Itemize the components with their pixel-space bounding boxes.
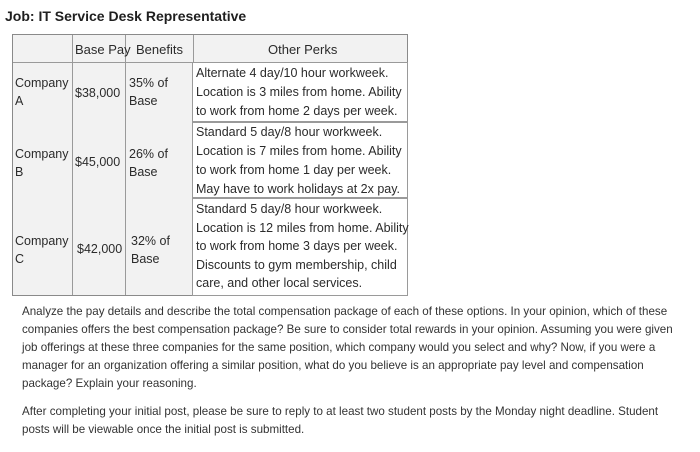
column-divider	[125, 35, 126, 295]
perk-line: Standard 5 day/8 hour workweek.	[196, 125, 383, 139]
base-pay-value: $38,000	[75, 86, 121, 100]
perks-text	[196, 200, 409, 293]
posting-instructions	[22, 403, 658, 439]
benefits-percent: 32% of	[131, 234, 170, 248]
benefits-base: Base	[131, 252, 160, 266]
assignment-prompt	[22, 303, 673, 393]
perk-line: Discounts to gym membership, child	[196, 257, 397, 272]
company-letter: C	[15, 252, 25, 266]
company-label: Company	[15, 147, 69, 161]
prompt-line: manager for an organization offering a similar position, what do you believe is an appropriate pay level and compensation	[22, 359, 644, 372]
instruction-line: posts will be viewable once the initial post is submitted.	[22, 423, 305, 436]
header-benefits: Benefits	[136, 42, 183, 57]
benefits-percent: 26% of	[129, 147, 168, 161]
benefits-value	[129, 145, 168, 181]
company-label: Company	[15, 234, 69, 248]
base-pay-value: $42,000	[77, 242, 123, 256]
prompt-line: job offerings at these three companies for the same position, which company would you select and why? Now, if you were a	[22, 341, 656, 354]
perks-text	[196, 64, 402, 121]
company-name	[15, 145, 69, 181]
perk-line: May have to work holidays at 2x pay.	[196, 182, 401, 196]
prompt-line: package? Explain your reasoning.	[22, 377, 197, 390]
company-letter: B	[15, 165, 24, 179]
perk-line: to work from home 3 days per week.	[196, 239, 398, 253]
perk-line: Location is 3 miles from home. Ability	[196, 85, 402, 99]
page-title: Job: IT Service Desk Representative	[5, 8, 247, 24]
column-divider	[72, 35, 73, 295]
prompt-line: Analyze the pay details and describe the total compensation package of each of these options. In your opinion, which of these	[22, 305, 668, 318]
perk-line: care, and other local services.	[196, 276, 363, 290]
benefits-value	[131, 232, 170, 268]
company-label: Company	[15, 76, 69, 90]
perk-line: Location is 7 miles from home. Ability	[196, 144, 402, 158]
company-name	[15, 74, 69, 110]
perk-line: to work from home 1 day per week.	[196, 163, 392, 177]
benefits-value	[129, 74, 168, 110]
perk-line: Standard 5 day/8 hour workweek.	[196, 202, 383, 216]
header-base-pay: Base Pay	[75, 42, 131, 57]
prompt-line: companies offers the best compensation package? Be sure to consider total rewards in your opinion. Assuming you were given	[22, 323, 673, 336]
perks-text	[196, 123, 402, 199]
benefits-percent: 35% of	[129, 76, 168, 90]
perk-line: Location is 12 miles from home. Ability	[196, 220, 409, 235]
base-pay-value: $45,000	[75, 155, 121, 169]
benefits-base: Base	[129, 165, 158, 179]
perk-line: Alternate 4 day/10 hour workweek.	[196, 66, 389, 80]
instruction-line: After completing your initial post, please be sure to reply to at least two student posts by the Monday night deadline. Student	[22, 405, 659, 418]
benefits-base: Base	[129, 94, 158, 108]
header-other-perks: Other Perks	[268, 42, 338, 57]
company-name	[15, 232, 69, 268]
company-letter: A	[15, 94, 24, 108]
perk-line: to work from home 2 days per week.	[196, 104, 398, 118]
